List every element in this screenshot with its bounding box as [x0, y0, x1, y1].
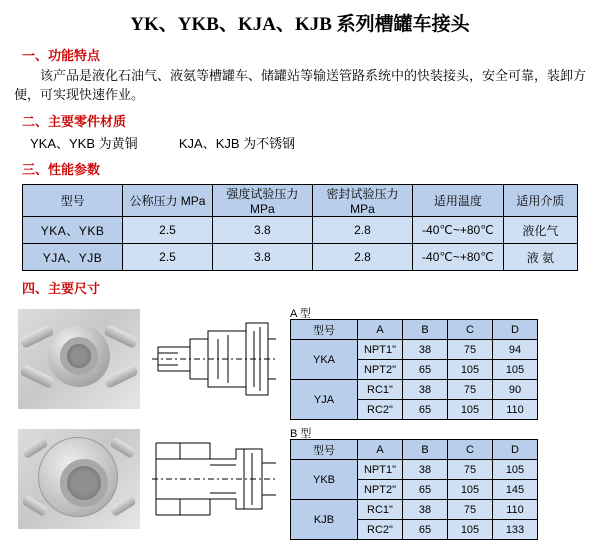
- dim-b-r3-c4: 133: [493, 520, 538, 540]
- dim-group-label-a: A 型: [290, 308, 311, 320]
- dim-a-r2-model: YJA: [291, 380, 358, 420]
- perf-col-4: 适用温度: [412, 185, 503, 217]
- dim-b-r2-model: KJB: [291, 500, 358, 540]
- dim-a-col-1: A: [358, 320, 403, 340]
- line-drawing-b: [150, 429, 278, 529]
- drawing-svg-a: [150, 309, 278, 409]
- perf-r1-c4: -40℃~+80℃: [412, 244, 503, 271]
- coupling-arm-right-a: [103, 324, 138, 349]
- perf-r1-c2: 3.8: [212, 244, 312, 271]
- table-row: [23, 244, 578, 271]
- dim-b-r2-c1: RC1": [358, 500, 403, 520]
- dimension-table-a: [290, 319, 538, 420]
- dim-b-r0-c2: 38: [403, 460, 448, 480]
- dim-b-r0-c1: NPT1": [358, 460, 403, 480]
- perf-r1-c3: 2.8: [312, 244, 412, 271]
- dim-a-r2-c4: 90: [493, 380, 538, 400]
- perf-r0-c1: 2.5: [123, 217, 213, 244]
- dim-a-r3-c1: RC2": [358, 400, 403, 420]
- dim-b-r3-c2: 65: [403, 520, 448, 540]
- dim-b-col-0: 型号: [291, 440, 358, 460]
- dim-b-r3-c1: RC2": [358, 520, 403, 540]
- dim-a-r1-c2: 65: [403, 360, 448, 380]
- dim-group-label-b: B 型: [290, 428, 312, 440]
- dim-b-r3-c3: 105: [448, 520, 493, 540]
- material-line: [30, 133, 586, 152]
- dim-a-col-0: 型号: [291, 320, 358, 340]
- dim-a-r2-c1: RC1": [358, 380, 403, 400]
- dim-b-r2-c2: 38: [403, 500, 448, 520]
- dim-a-r0-model: YKA: [291, 340, 358, 380]
- dim-b-col-3: C: [448, 440, 493, 460]
- coupling-arm-lower-right-a: [103, 364, 138, 389]
- perf-col-2: 强度试验压力 MPa: [212, 185, 312, 217]
- table-row: [291, 340, 538, 360]
- dimension-table-b: [290, 439, 538, 540]
- perf-r1-c1: 2.5: [123, 244, 213, 271]
- perf-r1-c5: 液 氨: [503, 244, 577, 271]
- dim-a-r2-c3: 75: [448, 380, 493, 400]
- material-right: KJA、KJB 为不锈钢: [178, 136, 296, 151]
- dim-b-r1-c4: 145: [493, 480, 538, 500]
- section-heading-features: 一、功能特点: [22, 48, 101, 63]
- coupling-bore-b: [60, 459, 108, 507]
- product-photo-b: [18, 429, 140, 529]
- perf-r0-c3: 2.8: [312, 217, 412, 244]
- dim-a-r0-c4: 94: [493, 340, 538, 360]
- performance-table: [22, 184, 578, 271]
- perf-r0-c5: 液化气: [503, 217, 577, 244]
- dim-a-r0-c1: NPT1": [358, 340, 403, 360]
- dim-a-r0-c2: 38: [403, 340, 448, 360]
- section-heading-performance: 三、性能参数: [22, 162, 101, 177]
- dim-a-r0-c3: 75: [448, 340, 493, 360]
- coupling-bore-a: [60, 337, 98, 375]
- table-row: [23, 217, 578, 244]
- dim-a-col-4: D: [493, 320, 538, 340]
- table-row: [291, 500, 538, 520]
- table-header-row: [291, 320, 538, 340]
- dim-b-r1-c1: NPT2": [358, 480, 403, 500]
- features-body: 该产品是液化石油气、液氨等槽罐车、储罐站等输送管路系统中的快装接头，安全可靠，装卸方便，可实现快速作业。: [14, 68, 587, 102]
- perf-r1-c0: YJA、YJB: [23, 244, 123, 271]
- dim-b-r1-c3: 105: [448, 480, 493, 500]
- perf-col-5: 适用介质: [503, 185, 577, 217]
- dimensions-area: [0, 305, 600, 551]
- coupling-arm-right-b: [109, 437, 136, 459]
- product-photo-a: [18, 309, 140, 409]
- dim-a-col-2: B: [403, 320, 448, 340]
- perf-col-3: 密封试验压力 MPa: [312, 185, 412, 217]
- dim-b-r2-c4: 110: [493, 500, 538, 520]
- perf-r0-c2: 3.8: [212, 217, 312, 244]
- dim-a-r3-c2: 65: [403, 400, 448, 420]
- section-heading-dimensions: 四、主要尺寸: [22, 281, 101, 296]
- table-header-row: [291, 440, 538, 460]
- dim-b-col-1: A: [358, 440, 403, 460]
- perf-col-1: 公称压力 MPa: [123, 185, 213, 217]
- coupling-arm-lower-right-b: [109, 495, 136, 517]
- drawing-svg-b: [150, 429, 278, 529]
- dim-b-r0-c4: 105: [493, 460, 538, 480]
- dim-b-r2-c3: 75: [448, 500, 493, 520]
- dim-a-r3-c4: 110: [493, 400, 538, 420]
- perf-r0-c4: -40℃~+80℃: [412, 217, 503, 244]
- line-drawing-a: [150, 309, 278, 409]
- dim-b-r0-model: YKB: [291, 460, 358, 500]
- dim-b-r0-c3: 75: [448, 460, 493, 480]
- perf-r0-c0: YKA、YKB: [23, 217, 123, 244]
- dim-b-col-4: D: [493, 440, 538, 460]
- dim-a-r3-c3: 105: [448, 400, 493, 420]
- dim-a-r2-c2: 38: [403, 380, 448, 400]
- perf-col-0: 型号: [23, 185, 123, 217]
- dim-b-col-2: B: [403, 440, 448, 460]
- material-left: YKA、YKB 为黄铜: [30, 136, 138, 151]
- page-title: YK、YKB、KJA、KJB 系列槽罐车接头: [130, 14, 470, 35]
- table-row: [291, 460, 538, 480]
- dim-a-r1-c3: 105: [448, 360, 493, 380]
- section-heading-material: 二、主要零件材质: [22, 114, 127, 129]
- table-row: [291, 380, 538, 400]
- dim-a-r1-c1: NPT2": [358, 360, 403, 380]
- dim-a-r1-c4: 105: [493, 360, 538, 380]
- table-header-row: [23, 185, 578, 217]
- dim-b-r1-c2: 65: [403, 480, 448, 500]
- dim-a-col-3: C: [448, 320, 493, 340]
